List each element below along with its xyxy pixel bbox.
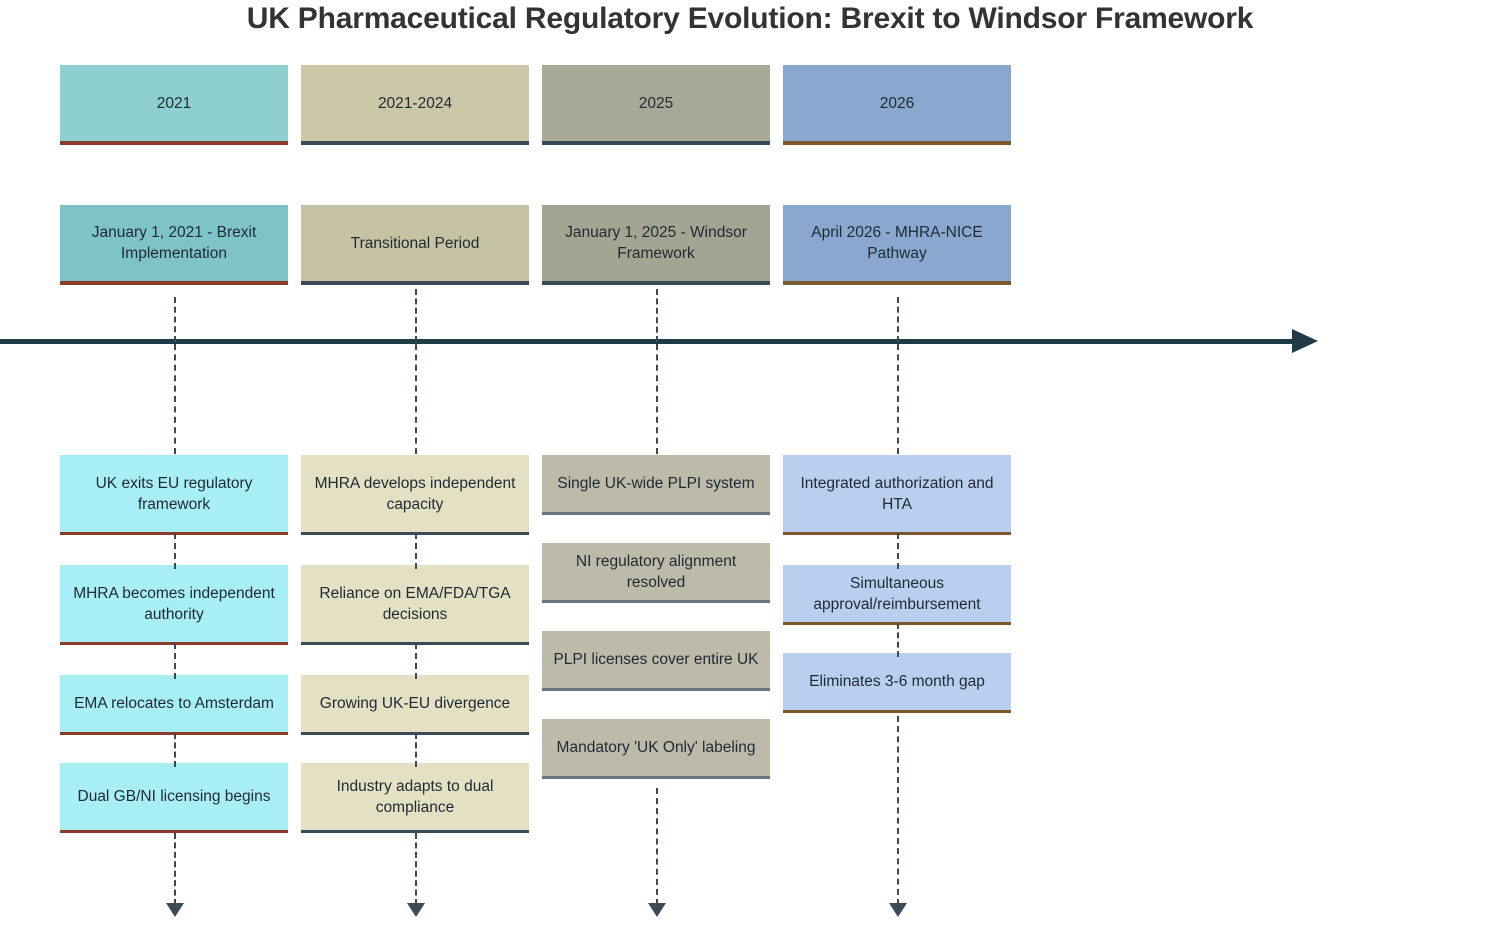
connector-milestone-to-axis [174,297,176,342]
era-header-label: 2021 [156,94,192,112]
event-label: Dual GB/NI licensing begins [77,788,271,805]
milestone-label: January 1, 2021 - Brexit Implementation [91,224,257,262]
event-label: Single UK-wide PLPI system [557,475,755,492]
timeline-axis [0,339,1296,344]
connector-milestone-to-axis [897,297,899,342]
era-header-label: 2021-2024 [377,94,453,112]
connector-milestone-to-axis [415,289,417,342]
event-label: MHRA becomes independent authority [73,584,275,623]
event-box[interactable] [542,455,770,515]
event-label: NI regulatory alignment resolved [575,552,737,591]
era-header-2026[interactable] [783,65,1011,145]
milestone-windsor-framework[interactable] [542,205,770,285]
event-box[interactable] [60,455,288,535]
connector-track-end-arrow-icon [407,903,425,917]
event-box[interactable] [783,653,1011,713]
connector-axis-to-events [897,344,899,454]
connector-track-end [897,716,899,905]
connector-event-chain [415,733,417,767]
connector-axis-to-events [174,344,176,454]
connector-axis-to-events [656,344,658,454]
connector-track-end [415,833,417,905]
event-box[interactable] [783,565,1011,625]
era-header-label: 2025 [638,94,674,112]
milestone-label: January 1, 2025 - Windsor Framework [565,224,747,262]
milestone-transitional-period[interactable] [301,205,529,285]
connector-track-end-arrow-icon [648,903,666,917]
connector-event-chain [415,533,417,569]
milestone-label: Transitional Period [350,234,480,252]
event-label: EMA relocates to Amsterdam [74,695,274,712]
event-label: Growing UK-EU divergence [319,695,511,712]
event-box[interactable] [60,675,288,735]
event-label: Simultaneous approval/reimbursement [813,574,981,613]
timeline-axis-arrow-icon [1292,329,1318,353]
event-box[interactable] [783,455,1011,535]
connector-event-chain [174,733,176,767]
milestone-label: April 2026 - MHRA-NICE Pathway [811,224,983,262]
milestone-mhra-nice-pathway[interactable] [783,205,1011,285]
connector-axis-to-events [415,344,417,454]
event-label: Eliminates 3-6 month gap [809,673,985,690]
connector-track-end-arrow-icon [889,903,907,917]
era-header-2025[interactable] [542,65,770,145]
connector-event-chain [897,533,899,569]
event-box[interactable] [60,763,288,833]
event-box[interactable] [301,675,529,735]
connector-milestone-to-axis [656,289,658,342]
event-label: Integrated authorization and HTA [800,474,994,513]
era-header-label: 2026 [879,94,915,112]
event-label: UK exits EU regulatory framework [95,474,253,513]
event-box[interactable] [301,565,529,645]
event-box[interactable] [542,543,770,603]
event-label: Reliance on EMA/FDA/TGA decisions [319,584,511,623]
event-label: Industry adapts to dual compliance [336,777,494,816]
connector-track-end [656,788,658,905]
event-box[interactable] [301,763,529,833]
event-label: MHRA develops independent capacity [314,474,516,513]
connector-event-chain [415,643,417,679]
event-box[interactable] [542,719,770,779]
milestone-brexit-implementation[interactable] [60,205,288,285]
event-label: Mandatory 'UK Only' labeling [556,739,756,756]
connector-event-chain [174,643,176,679]
era-header-2021[interactable] [60,65,288,145]
event-box[interactable] [301,455,529,535]
page-title: UK Pharmaceutical Regulatory Evolution: Brexit to Windsor Framework [246,2,1254,35]
connector-track-end [174,833,176,905]
event-box[interactable] [542,631,770,691]
event-label: PLPI licenses cover entire UK [553,651,759,668]
connector-event-chain [897,623,899,657]
connector-track-end-arrow-icon [166,903,184,917]
event-box[interactable] [60,565,288,645]
era-header-2021-2024[interactable] [301,65,529,145]
connector-event-chain [174,533,176,569]
